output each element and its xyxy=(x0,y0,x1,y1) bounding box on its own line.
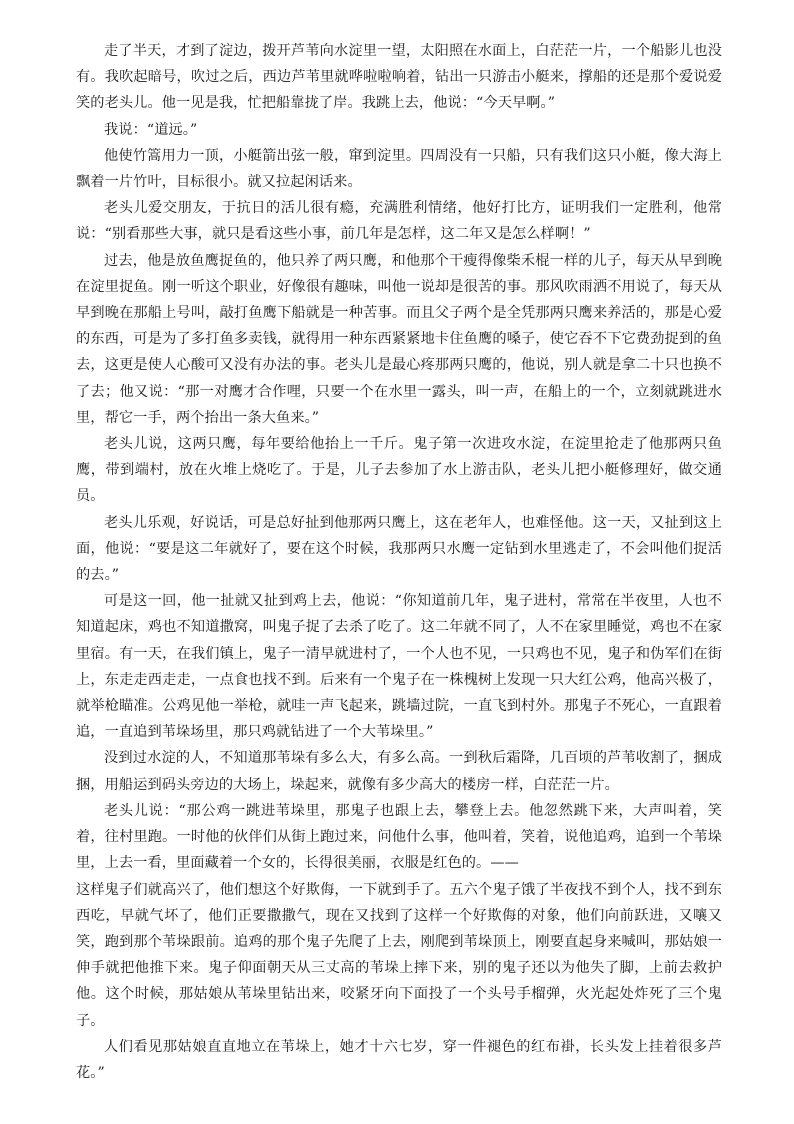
paragraph-5: 过去，他是放鱼鹰捉鱼的，他只养了两只鹰，和他那个干瘦得像柴禾棍一样的儿子，每天从早到晚在淀里捉鱼。刚一听这个职业，好像很有趣味，叫他一说却是很苦的事。那风吹雨洒不用说了，每天从早到晚在那船上号叫，敲打鱼鹰下船就是一种苦事。而且父子两个是全凭那两只鹰来养活的，那是心爱的东西，可是为了多打鱼多卖钱，就得用一种东西紧紧地卡住鱼鹰的嗓子，使它吞不下它费劲捉到的鱼去，这更是使人心酸可又没有办法的事。老头儿是最心疼那两只鹰的，他说，别人就是拿二十只也换不了去；他又说：“那一对鹰才合作哩，只要一个在水里一露头，叫一声，在船上的一个，立刻就跳进水里，帮它一手，两个抬出一条大鱼来。” xyxy=(76,252,722,426)
paragraph-12: 人们看见那姑娘直直地立在苇垛上，她才十六七岁，穿一件褪色的红布褂，长头发上挂着很多芦花。” xyxy=(76,1038,722,1081)
paragraph-6: 老头儿说，这两只鹰，每年要给他抬上一千斤。鬼子第一次进攻水淀，在淀里抢走了他那两只鱼鹰，带到端村，放在火堆上烧吃了。于是，儿子去参加了水上游击队，老头儿把小艇修理好，做交通员。 xyxy=(76,436,722,505)
paragraph-8: 可是这一回，他一扯就又扯到鸡上去，他说：“你知道前几年，鬼子进村，常常在半夜里，人也不知道起床，鸡也不知道撒窝，叫鬼子捉了去杀了吃了。这二年就不同了，人不在家里睡觉，鸡也不在家里宿。有一天，在我们镇上，鬼子一清早就进村了，一个人也不见，一只鸡也不见，鬼子和伪军们在街上，东走走西走走，一点食也找不到。后来有一个鬼子在一株槐树上发现一只大红公鸡，他高兴极了，就举枪瞄准。公鸡见他一举枪，就哇一声飞起来，跳墙过院，一直飞到村外。那鬼子不死心，一直跟着追，一直追到苇垛场里，那只鸡就钻进了一个大苇垛里。” xyxy=(76,593,722,741)
paragraph-9: 没到过水淀的人，不知道那苇垛有多么大，有多么高。一到秋后霜降，几百顷的芦苇收割了，捆成捆，用船运到码头旁边的大场上，垛起来，就像有多少高大的楼房一样，白茫茫一片。 xyxy=(76,750,722,793)
paragraph-2: 我说：“道远。” xyxy=(104,121,198,138)
paragraph-3: 他使竹篙用力一顶，小艇箭出弦一般，窜到淀里。四周没有一只船，只有我们这只小艇，像大海上飘着一片竹叶，目标很小。就又拉起闲话来。 xyxy=(76,147,722,191)
article-body xyxy=(76,38,722,1086)
paragraph-1: 走了半天，才到了淀边，拨开芦苇向水淀里一望，太阳照在水面上，白茫茫一片，一个船影儿也没有。我吹起暗号，吹过之后，西边芦苇里就哗啦啦响着，钻出一只游击小艇来，撑船的还是那个爱说爱笑的老头儿。他一见是我，忙把船靠拢了岸。我跳上去，他说：“今天早啊。” xyxy=(76,43,722,112)
paragraph-10: 老头儿说：“那公鸡一跳进苇垛里，那鬼子也跟上去，攀登上去。他忽然跳下来，大声叫着，笑着，往村里跑。一时他的伙伴们从街上跑过来，问他什么事，他叫着，笑着，说他追鸡，追到一个苇垛里，上去一看，里面藏着一个女的，长得很美丽，衣服是红色的。—— xyxy=(76,802,722,872)
paragraph-11: 这样鬼子们就高兴了，他们想这个好欺侮，一下就到手了。五六个鬼子饿了半夜找不到个人，找不到东西吃，早就气坏了，他们正要撒撒气，现在又找到了这样一个好欺侮的对象，他们向前跃进，又嚷又笑，跑到那个苇垛跟前。追鸡的那个鬼子先爬了上去，刚爬到苇垛顶上，刚要直起身来喊叫，那姑娘一伸手就把他推下来。鬼子仰面朝天从三丈高的苇垛上摔下来，别的鬼子还以为他失了脚，上前去救护他。这个时候，那姑娘从苇垛里钻出来，咬紧牙向下面投了一个头号手榴弹，火光起处炸死了三个鬼子。 xyxy=(76,881,722,1029)
paragraph-7: 老头儿乐观，好说话，可是总好扯到他那两只鹰上，这在老年人，也难怪他。这一天，又扯到这上面，他说：“要是这二年就好了，要在这个时候，我那两只水鹰一定钻到水里逃走了，不会叫他们捉活的去。” xyxy=(76,514,722,584)
paragraph-4: 老头儿爱交朋友，于抗日的活儿很有瘾，充满胜利情绪，他好打比方，证明我们一定胜利，他常说：“别看那些大事，就只是看这些小事，前几年是怎样，这二年又是怎么样啊！” xyxy=(76,200,722,243)
